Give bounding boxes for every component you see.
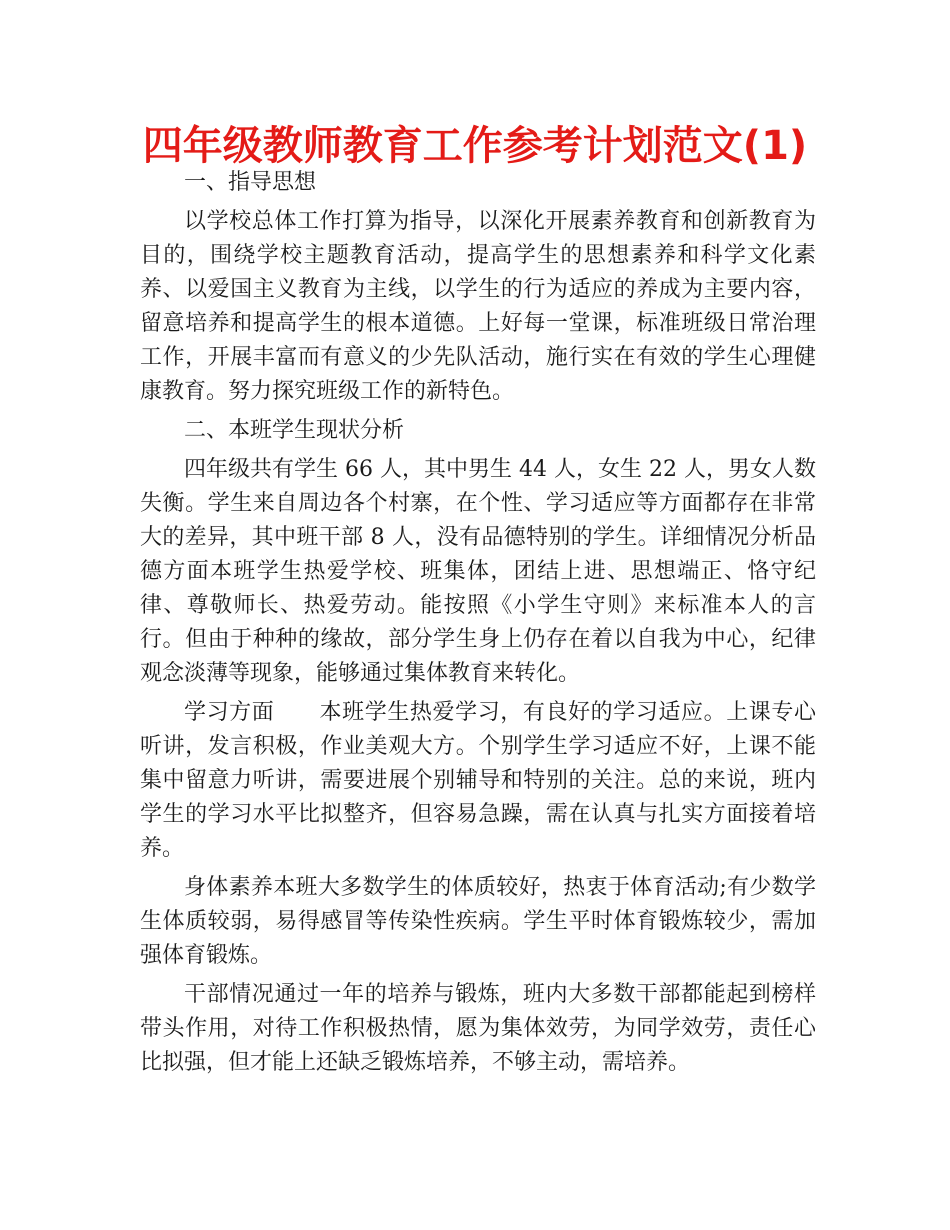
paragraph-study: 学习方面 本班学生热爱学习，有良好的学习适应。上课专心听讲，发言积极，作业美观大方。个别学生学习适应不好，上课不能集中留意力听讲，需要进展个别辅导和特别的关注。总的来说，班内学生的学习水平比拟整齐，但容易急躁，需在认真与扎实方面接着培养。 (140, 700, 816, 861)
section-heading-guiding-thought: 一、指导思想 (184, 170, 317, 195)
paragraph-guiding-thought: 以学校总体工作打算为指导，以深化开展素养教育和创新教育为目的，围绕学校主题教育活动，提高学生的思想素养和科学文化素养、以爱国主义教育为主线，以学生的行为适应的养成为主要内容，留意培养和提高学生的根本道德。上好每一堂课，标准班级日常治理工作，开展丰富而有意义的少先队活动，施行实在有效的学生心理健康教育。努力探究班级工作的新特色。 (140, 209, 816, 404)
section-heading-class-status: 二、本班学生现状分析 (184, 418, 405, 443)
paragraph-physical: 身体素养本班大多数学生的体质较好，热衷于体育活动;有少数学生体质较弱，易得感冒等传染性疾病。学生平时体育锻炼较少，需加强体育锻炼。 (140, 875, 816, 968)
paragraph-class-overview: 四年级共有学生 66 人，其中男生 44 人，女生 22 人，男女人数失衡。学生来自周边各个村寨，在个性、学习适应等方面都存在非常大的差异，其中班干部 8 人，没有品德特别的学生。详细情况分析品德方面本班学生热爱学校、班集体，团结上进、思想端正、恪守纪律、尊敬师长、热爱劳动。能按照《小学生守则》来标准本人的言行。但由于种种的缘故，部分学生身上仍存在着以自我为中心，纪律观念淡薄等现象，能够通过集体教育来转化。 (140, 457, 816, 686)
document-body (140, 166, 816, 1080)
paragraph-cadres: 干部情况通过一年的培养与锻炼，班内大多数干部都能起到榜样带头作用，对待工作积极热情，愿为集体效劳，为同学效劳，责任心比拟强，但才能上还缺乏锻炼培养，不够主动，需培养。 (140, 982, 816, 1075)
document-title: 四年级教师教育工作参考计划范文(1) (142, 123, 808, 169)
